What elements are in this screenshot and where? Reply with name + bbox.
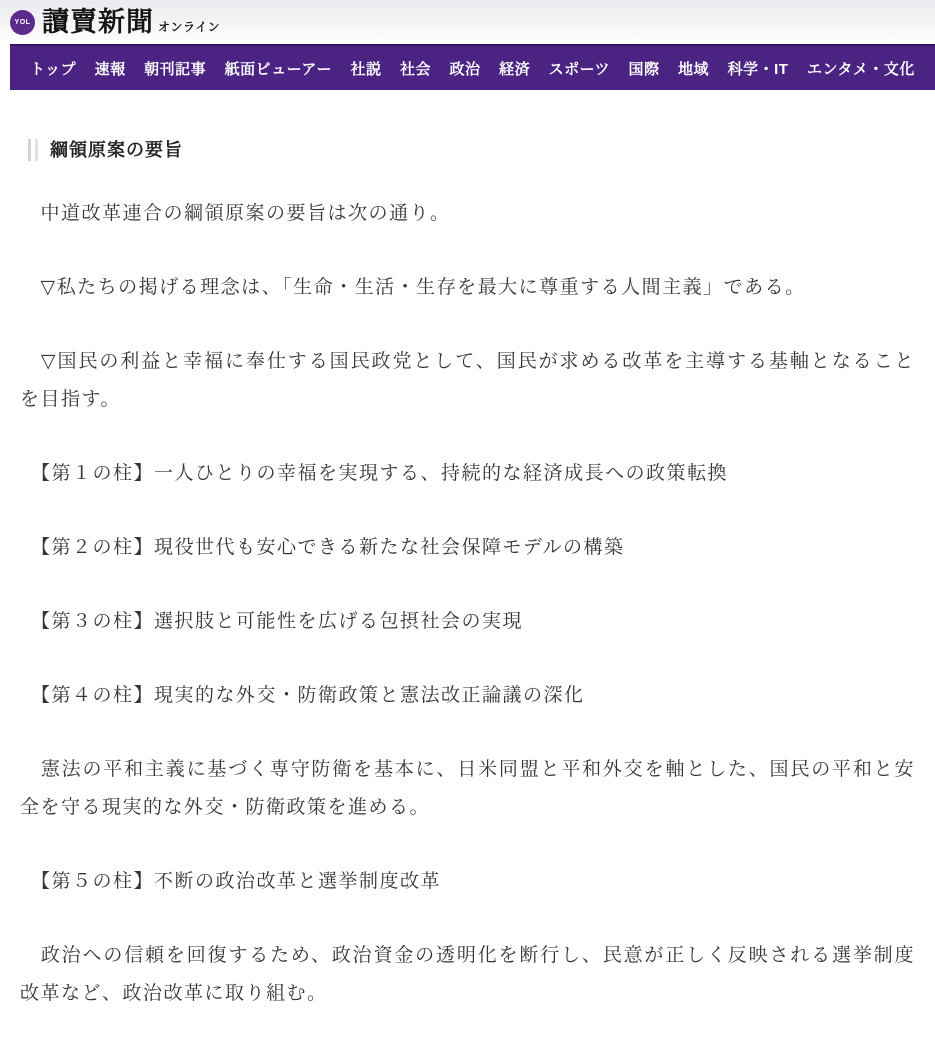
nav-item-editorial[interactable]: 社説 [350,60,382,78]
article-paragraph-kokumin: ▽国民の利益と幸福に奉仕する国民政党として、国民が求める改革を主導する基軸となることを目指す。 [20,351,915,410]
nav-item-paper-viewer[interactable]: 紙面ビューアー [224,60,332,78]
logo-kanji: 讀賣新聞 [42,6,154,38]
nav-item-economy[interactable]: 経済 [499,60,531,78]
nav-item-breaking-news[interactable]: 速報 [94,60,126,78]
article-paragraph-pillar4: 【第４の柱】現実的な外交・防衛政策と憲法改正論議の深化 [20,685,585,706]
article-paragraph-defense: 憲法の平和主義に基づく専守防衛を基本に、日米同盟と平和外交を軸とした、国民の平和と安全を守る現実的な外交・防衛政策を進める。 [20,759,915,818]
nav-item-society[interactable]: 社会 [400,60,432,78]
logo-suffix: オンライン [158,19,221,34]
nav-item-entertainment-culture[interactable]: エンタメ・文化 [806,60,915,78]
nav-item-politics[interactable]: 政治 [449,60,481,78]
article-paragraph-pillar2: 【第２の柱】現役世代も安心できる新たな社会保障モデルの構築 [20,537,625,558]
section-heading: 綱領原案の要旨 [50,140,183,160]
nav-item-international[interactable]: 国際 [628,60,660,78]
article-paragraph-pillar3: 【第３の柱】選択肢と可能性を広げる包摂社会の実現 [20,611,524,632]
nav-item-sports[interactable]: スポーツ [548,60,610,78]
yol-badge-icon: YOL [10,10,35,35]
section-heading-row [28,137,915,163]
nav-item-morning-edition[interactable]: 朝刊記事 [144,60,207,78]
article-paragraph-lead: 中道改革連合の綱領原案の要旨は次の通り。 [20,203,451,224]
site-header [0,0,935,44]
nav-item-top[interactable]: トップ [30,60,77,78]
article-paragraph-pillar5: 【第５の柱】不断の政治改革と選挙制度改革 [20,871,442,892]
article-paragraph-reform: 政治への信頼を回復するため、政治資金の透明化を断行し、民意が正しく反映される選挙制度改革など、政治改革に取り組む。 [20,945,915,1004]
article-paragraph-pillar1: 【第１の柱】一人ひとりの幸福を実現する、持続的な経済成長への政策転換 [20,463,729,484]
article-paragraph-rinen: ▽私たちの掲げる理念は、「生命・生活・生存を最大に尊重する人間主義」である。 [20,277,806,298]
nav-item-regional[interactable]: 地域 [678,60,710,78]
site-logo[interactable] [10,6,221,38]
main-nav [10,44,935,90]
heading-marker-bars-icon [28,139,38,161]
article-body [0,90,935,1043]
nav-item-science-it[interactable]: 科学・IT [727,60,789,78]
